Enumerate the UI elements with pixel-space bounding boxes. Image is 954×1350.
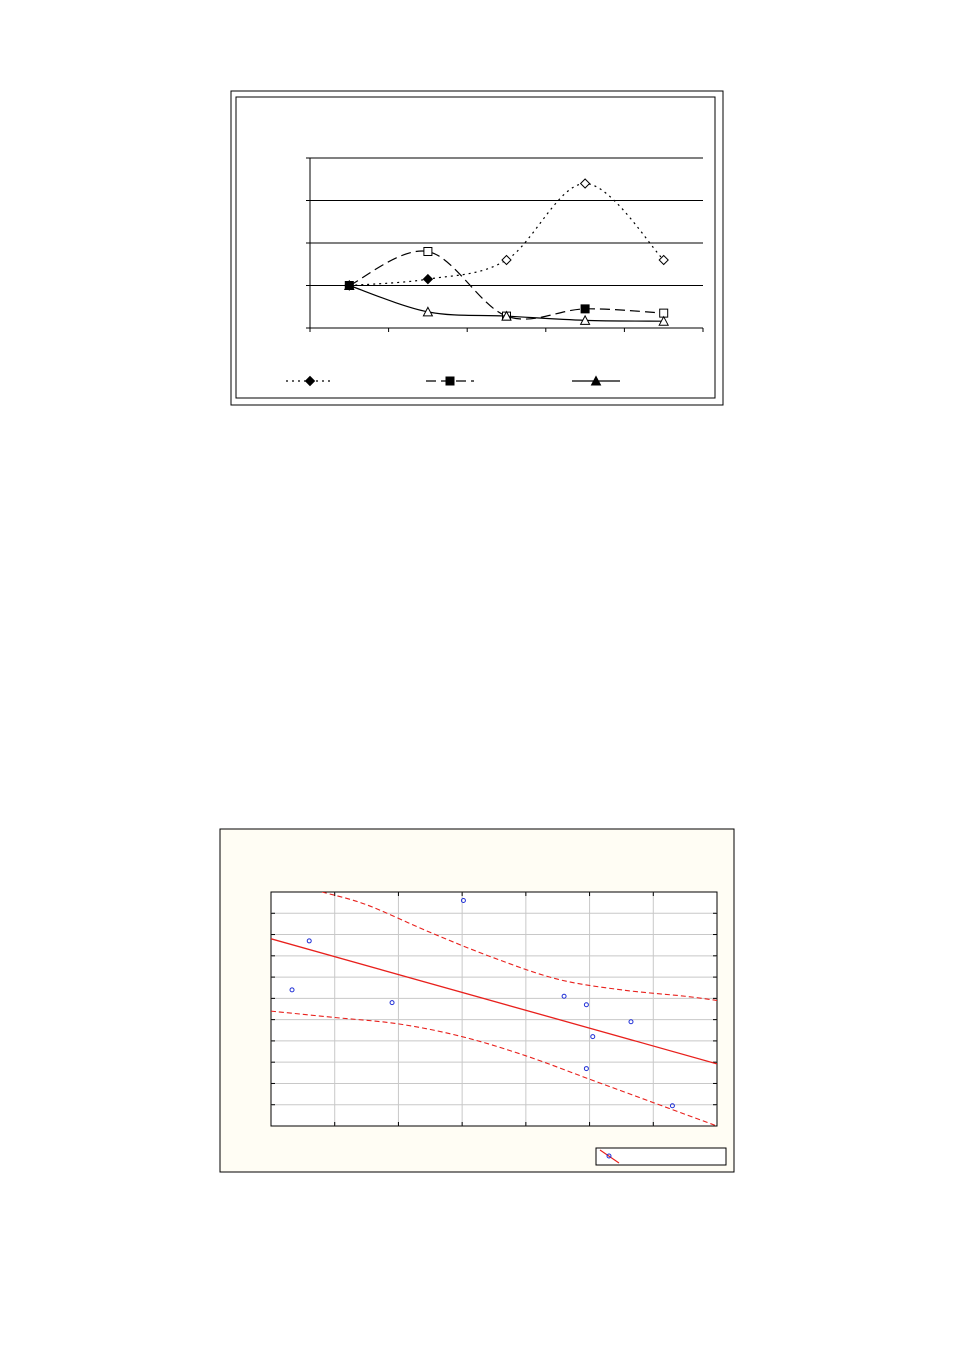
legend-swatch-marker [446,377,454,385]
series-marker [581,305,589,313]
series-marker [424,248,432,256]
legend [596,1148,726,1165]
scatter-chart [219,828,735,1173]
plot-area [271,892,717,1126]
chart-outer-frame [231,91,723,405]
legend-box [596,1148,726,1165]
line-chart [230,90,724,406]
